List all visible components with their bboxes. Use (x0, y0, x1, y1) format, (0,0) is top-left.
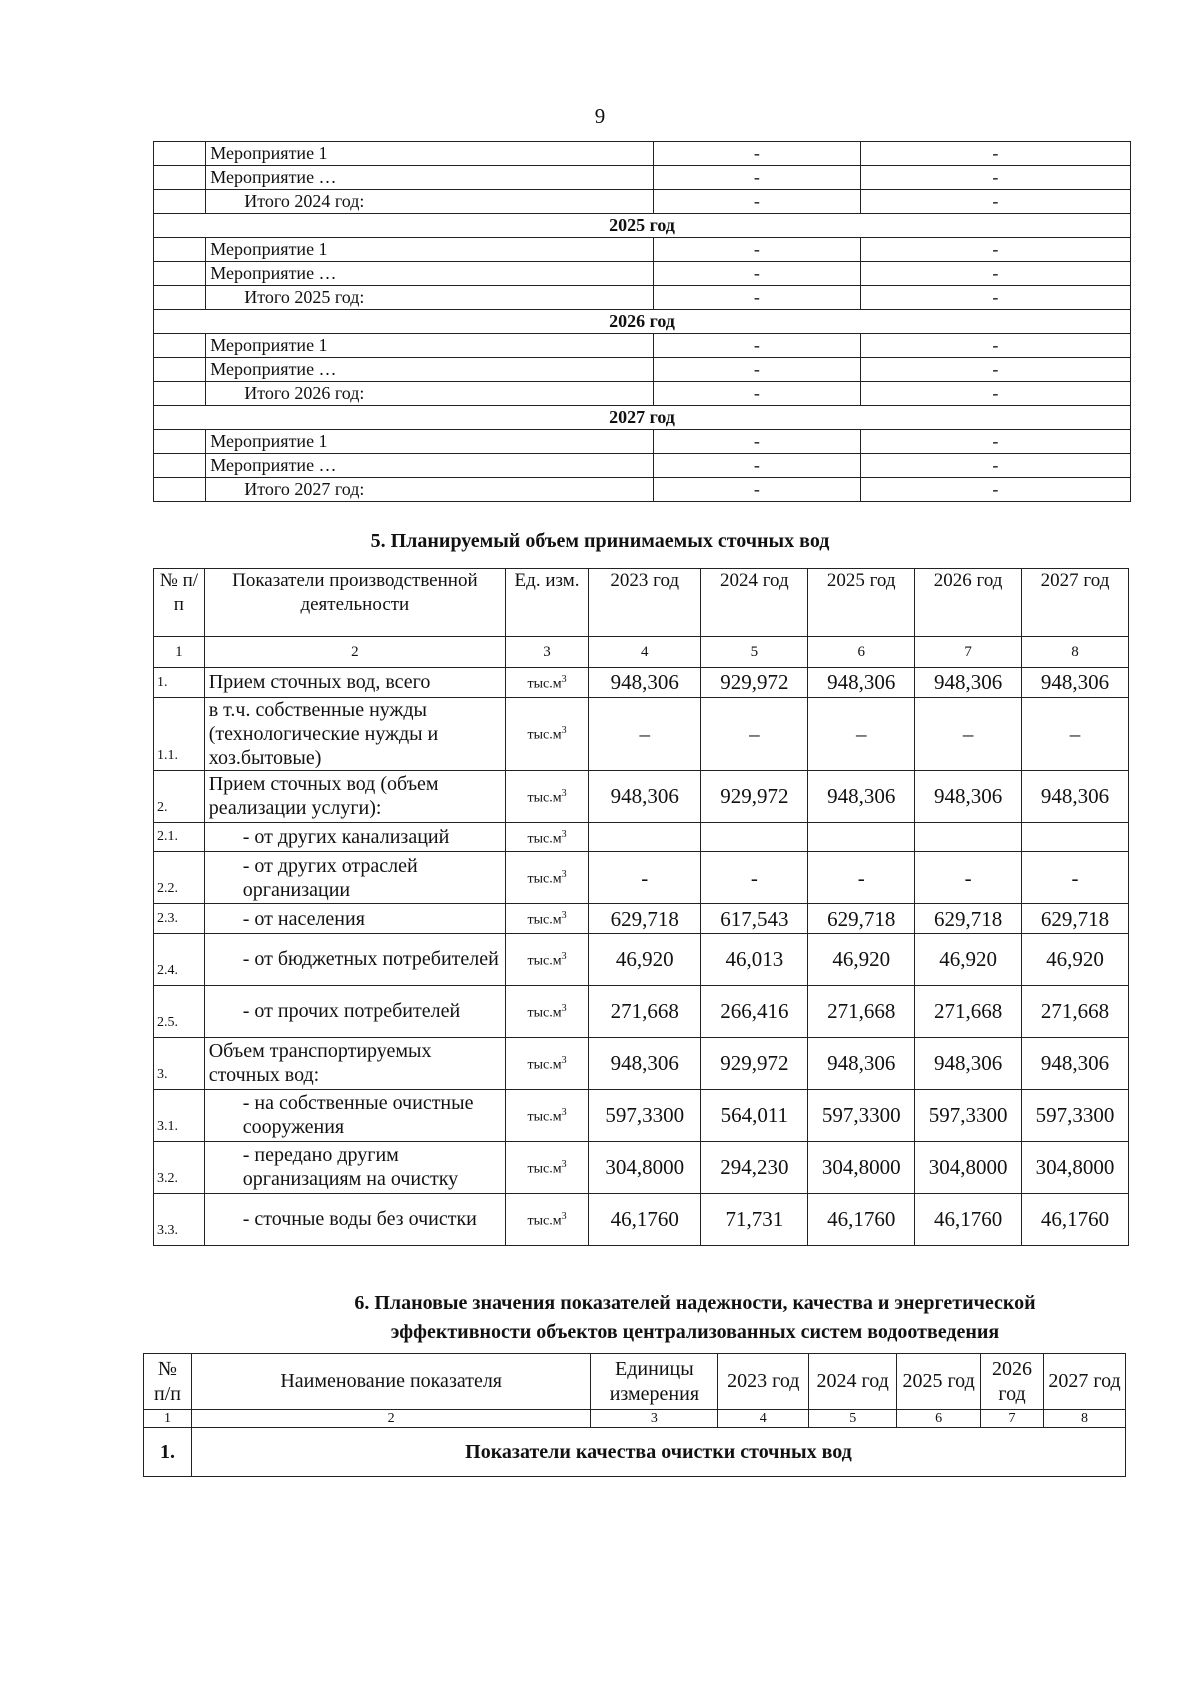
value-cell: 271,668 (589, 985, 701, 1037)
dash-cell: - (860, 478, 1130, 502)
dash-cell: - (653, 238, 860, 262)
table-row (154, 478, 1131, 502)
row-number: 1. (154, 668, 205, 698)
value-cell: 294,230 (701, 1141, 808, 1193)
wastewater-volume-table (153, 568, 1129, 1246)
table-row (154, 770, 1129, 822)
header-cell: 2025 год (808, 569, 915, 637)
value-cell: – (589, 697, 701, 770)
value-cell: 929,972 (701, 770, 808, 822)
unit-exponent: 3 (561, 1211, 567, 1223)
value-cell: – (701, 697, 808, 770)
value-cell: - (915, 852, 1022, 904)
dash-cell: - (653, 262, 860, 286)
dash-cell: - (653, 142, 860, 166)
page-number: 9 (594, 104, 606, 128)
value-cell (1022, 822, 1129, 852)
row-number: 3. (154, 1037, 205, 1089)
column-index: 7 (981, 1410, 1044, 1428)
measure-name: Мероприятие 1 (206, 430, 654, 454)
unit-cell (505, 822, 588, 852)
dash-cell: - (860, 166, 1130, 190)
measure-name: Мероприятие … (206, 262, 654, 286)
unit-base: тыс.м (527, 676, 562, 692)
measure-name: Мероприятие … (206, 454, 654, 478)
value-cell: 948,306 (1022, 770, 1129, 822)
value-cell: - (808, 852, 915, 904)
value-cell: 271,668 (1022, 985, 1129, 1037)
table-row (154, 406, 1131, 430)
table-row (154, 238, 1131, 262)
dash-cell: - (653, 190, 860, 214)
row-number-cell (154, 430, 206, 454)
year-heading: 2027 год (154, 406, 1131, 430)
header-cell: 2024 год (701, 569, 808, 637)
table-row (154, 358, 1131, 382)
row-number: 2. (154, 770, 205, 822)
row-number: 3.2. (154, 1141, 205, 1193)
value-cell: 948,306 (915, 1037, 1022, 1089)
table-row (154, 454, 1131, 478)
indicator-name: в т.ч. собственные нужды (технологические нужды и хоз.бытовые) (204, 697, 505, 770)
unit-cell (505, 668, 588, 698)
value-cell: – (915, 697, 1022, 770)
value-cell: 271,668 (808, 985, 915, 1037)
value-cell: 948,306 (589, 668, 701, 698)
value-cell: 46,1760 (589, 1193, 701, 1245)
value-cell: 597,3300 (915, 1089, 1022, 1141)
year-heading: 2025 год (154, 214, 1131, 238)
header-cell: 2024 год (809, 1354, 897, 1410)
total-label: Итого 2025 год: (206, 286, 654, 310)
column-index-row (154, 637, 1129, 668)
unit-exponent: 3 (561, 1159, 567, 1171)
value-cell: 266,416 (701, 985, 808, 1037)
total-label: Итого 2027 год: (206, 478, 654, 502)
row-number: 1.1. (154, 697, 205, 770)
header-cell: Показатели производственной деятельности (204, 569, 505, 637)
value-cell: 46,920 (1022, 933, 1129, 985)
row-number: 2.3. (154, 904, 205, 934)
value-cell: 597,3300 (808, 1089, 915, 1141)
header-cell: Наименование показателя (191, 1354, 590, 1410)
row-number-cell (154, 238, 206, 262)
table-row (154, 1141, 1129, 1193)
dash-cell: - (653, 454, 860, 478)
value-cell: 304,8000 (589, 1141, 701, 1193)
row-number-cell (154, 286, 206, 310)
row-number-cell (154, 454, 206, 478)
value-cell: 629,718 (808, 904, 915, 934)
value-cell: 629,718 (915, 904, 1022, 934)
table-row (154, 430, 1131, 454)
value-cell: 46,1760 (808, 1193, 915, 1245)
table-row (154, 852, 1129, 904)
column-index: 4 (718, 1410, 809, 1428)
header-cell: № п/п (144, 1354, 192, 1410)
column-index: 7 (915, 637, 1022, 668)
table-row (154, 166, 1131, 190)
table-row (154, 697, 1129, 770)
unit-base: тыс.м (527, 790, 562, 806)
dash-cell: - (653, 286, 860, 310)
indicator-name: Прием сточных вод (объем реализации услуги): (204, 770, 505, 822)
dash-cell: - (860, 334, 1130, 358)
indicator-name: - от прочих потребителей (204, 985, 505, 1037)
value-cell: 46,013 (701, 933, 808, 985)
value-cell: 597,3300 (1022, 1089, 1129, 1141)
unit-cell (505, 852, 588, 904)
unit-exponent: 3 (561, 910, 567, 922)
table-row (154, 334, 1131, 358)
row-number-cell (154, 478, 206, 502)
row-number: 3.3. (154, 1193, 205, 1245)
value-cell: 564,011 (701, 1089, 808, 1141)
value-cell (915, 822, 1022, 852)
header-cell: 2027 год (1044, 1354, 1126, 1410)
column-index: 2 (191, 1410, 590, 1428)
indicator-name: - от бюджетных потребителей (204, 933, 505, 985)
unit-exponent: 3 (561, 1107, 567, 1119)
header-cell: 2026 год (981, 1354, 1044, 1410)
table-row (154, 214, 1131, 238)
row-number-cell (154, 358, 206, 382)
reliability-indicators-table (143, 1353, 1126, 1477)
row-number-cell (154, 190, 206, 214)
unit-cell (505, 770, 588, 822)
unit-cell (505, 697, 588, 770)
section5-title: 5. Планируемый объем принимаемых сточных вод (370, 530, 830, 552)
column-index: 8 (1022, 637, 1129, 668)
measure-name: Мероприятие 1 (206, 238, 654, 262)
table-row (154, 286, 1131, 310)
column-index: 1 (144, 1410, 192, 1428)
value-cell: 46,1760 (915, 1193, 1022, 1245)
value-cell: – (808, 697, 915, 770)
value-cell: 46,920 (589, 933, 701, 985)
table-row (154, 382, 1131, 406)
header-cell: Единицы измерения (591, 1354, 718, 1410)
row-number: 3.1. (154, 1089, 205, 1141)
indicator-name: Прием сточных вод, всего (204, 668, 505, 698)
table-row (154, 1089, 1129, 1141)
header-cell: 2027 год (1022, 569, 1129, 637)
value-cell: 948,306 (915, 770, 1022, 822)
dash-cell: - (653, 382, 860, 406)
row-number: 2.4. (154, 933, 205, 985)
column-index: 2 (204, 637, 505, 668)
indicator-name: Объем транспортируемых сточных вод: (204, 1037, 505, 1089)
unit-cell (505, 904, 588, 934)
row-number-cell (154, 166, 206, 190)
table-row (154, 262, 1131, 286)
unit-cell (505, 1141, 588, 1193)
row-number-cell (154, 262, 206, 286)
unit-exponent: 3 (561, 1055, 567, 1067)
column-index: 3 (591, 1410, 718, 1428)
row-number-cell (154, 142, 206, 166)
dash-cell: - (860, 430, 1130, 454)
dash-cell: - (653, 430, 860, 454)
table-row (154, 310, 1131, 334)
value-cell: 629,718 (589, 904, 701, 934)
value-cell: 46,920 (915, 933, 1022, 985)
column-index: 4 (589, 637, 701, 668)
unit-base: тыс.м (527, 727, 562, 743)
dash-cell: - (653, 334, 860, 358)
column-index: 6 (808, 637, 915, 668)
unit-exponent: 3 (561, 674, 567, 685)
dash-cell: - (860, 454, 1130, 478)
value-cell: 271,668 (915, 985, 1022, 1037)
unit-cell (505, 1089, 588, 1141)
unit-exponent: 3 (561, 951, 567, 963)
value-cell: 948,306 (1022, 668, 1129, 698)
unit-cell (505, 1037, 588, 1089)
table-row (154, 190, 1131, 214)
table-row (154, 668, 1129, 698)
unit-base: тыс.м (527, 912, 562, 928)
column-index: 5 (809, 1410, 897, 1428)
unit-cell (505, 985, 588, 1037)
dash-cell: - (653, 478, 860, 502)
column-index: 3 (505, 637, 588, 668)
header-cell: Ед. изм. (505, 569, 588, 637)
value-cell: 304,8000 (1022, 1141, 1129, 1193)
table-section-row (144, 1428, 1126, 1477)
indicator-name: - от других отраслей организации (204, 852, 505, 904)
value-cell: - (589, 852, 701, 904)
column-index: 1 (154, 637, 205, 668)
table-row (154, 1037, 1129, 1089)
value-cell: 948,306 (915, 668, 1022, 698)
value-cell (701, 822, 808, 852)
unit-base: тыс.м (527, 1057, 562, 1073)
indicator-name: - передано другим организациям на очистку (204, 1141, 505, 1193)
value-cell: 948,306 (808, 668, 915, 698)
table-row (154, 904, 1129, 934)
column-index: 6 (897, 1410, 981, 1428)
indicator-name: - на собственные очистные сооружения (204, 1089, 505, 1141)
unit-base: тыс.м (527, 872, 562, 888)
row-number-cell (154, 382, 206, 406)
table-row (154, 1193, 1129, 1245)
column-index-row (144, 1410, 1126, 1428)
unit-base: тыс.м (527, 1005, 562, 1021)
value-cell: 629,718 (1022, 904, 1129, 934)
table-row (154, 933, 1129, 985)
dash-cell: - (653, 166, 860, 190)
dash-cell: - (860, 190, 1130, 214)
dash-cell: - (860, 358, 1130, 382)
value-cell: - (701, 852, 808, 904)
table-row (154, 985, 1129, 1037)
value-cell: 929,972 (701, 1037, 808, 1089)
dash-cell: - (653, 358, 860, 382)
dash-cell: - (860, 382, 1130, 406)
table-header-row (144, 1354, 1126, 1410)
table-row (154, 142, 1131, 166)
value-cell (808, 822, 915, 852)
header-cell: 2023 год (589, 569, 701, 637)
value-cell: 617,543 (701, 904, 808, 934)
unit-base: тыс.м (527, 831, 562, 847)
unit-exponent: 3 (561, 725, 567, 737)
measure-name: Мероприятие … (206, 358, 654, 382)
value-cell: 304,8000 (915, 1141, 1022, 1193)
value-cell: 597,3300 (589, 1089, 701, 1141)
column-index: 5 (701, 637, 808, 668)
header-cell: № п/п (154, 569, 205, 637)
section-heading: Показатели качества очистки сточных вод (191, 1428, 1125, 1477)
value-cell: 929,972 (701, 668, 808, 698)
measure-name: Мероприятие 1 (206, 334, 654, 358)
indicator-name: - от населения (204, 904, 505, 934)
indicator-name: - сточные воды без очистки (204, 1193, 505, 1245)
header-cell: 2025 год (897, 1354, 981, 1410)
section6-title-line1: 6. Плановые значения показателей надежности, качества и энергетической (354, 1292, 1036, 1314)
row-number: 2.5. (154, 985, 205, 1037)
value-cell: 948,306 (589, 770, 701, 822)
table-header-row (154, 569, 1129, 637)
row-number: 2.1. (154, 822, 205, 852)
unit-exponent: 3 (561, 1003, 567, 1015)
unit-cell (505, 1193, 588, 1245)
row-number: 2.2. (154, 852, 205, 904)
measures-table (153, 141, 1131, 502)
value-cell: 948,306 (1022, 1037, 1129, 1089)
dash-cell: - (860, 238, 1130, 262)
table-row (154, 822, 1129, 852)
total-label: Итого 2024 год: (206, 190, 654, 214)
value-cell: 71,731 (701, 1193, 808, 1245)
value-cell: 948,306 (808, 1037, 915, 1089)
section6-title-line2: эффективности объектов централизованных систем водоотведения (390, 1321, 1000, 1343)
dash-cell: - (860, 286, 1130, 310)
unit-exponent: 3 (561, 869, 567, 881)
section6-title (270, 1289, 1120, 1347)
value-cell: 46,920 (808, 933, 915, 985)
section-number: 1. (144, 1428, 192, 1477)
total-label: Итого 2026 год: (206, 382, 654, 406)
value-cell: – (1022, 697, 1129, 770)
value-cell (589, 822, 701, 852)
value-cell: - (1022, 852, 1129, 904)
unit-base: тыс.м (527, 1161, 562, 1177)
value-cell: 948,306 (589, 1037, 701, 1089)
unit-base: тыс.м (527, 1109, 562, 1125)
unit-base: тыс.м (527, 953, 562, 969)
unit-cell (505, 933, 588, 985)
measure-name: Мероприятие 1 (206, 142, 654, 166)
dash-cell: - (860, 142, 1130, 166)
column-index: 8 (1044, 1410, 1126, 1428)
value-cell: 46,1760 (1022, 1193, 1129, 1245)
measure-name: Мероприятие … (206, 166, 654, 190)
value-cell: 948,306 (808, 770, 915, 822)
dash-cell: - (860, 262, 1130, 286)
indicator-name: - от других канализаций (204, 822, 505, 852)
year-heading: 2026 год (154, 310, 1131, 334)
header-cell: 2026 год (915, 569, 1022, 637)
unit-base: тыс.м (527, 1213, 562, 1229)
header-cell: 2023 год (718, 1354, 809, 1410)
row-number-cell (154, 334, 206, 358)
value-cell: 304,8000 (808, 1141, 915, 1193)
unit-exponent: 3 (561, 787, 567, 799)
unit-exponent: 3 (561, 828, 567, 840)
